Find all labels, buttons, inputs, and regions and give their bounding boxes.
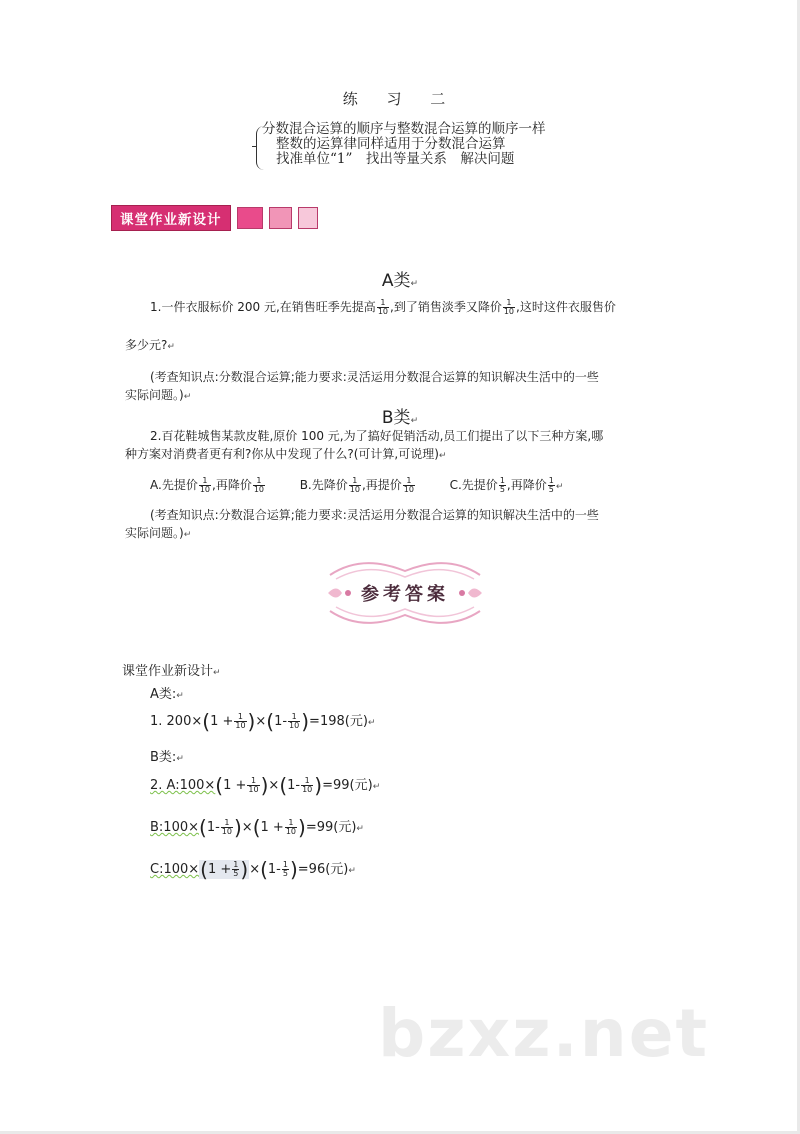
- banner-square-icon: [237, 207, 263, 229]
- fraction: $\frac{1}{10}$: [235, 712, 246, 730]
- note-a-line-2: 实际问题。)↵: [125, 388, 192, 402]
- paragraph-mark-icon: ↵: [213, 668, 221, 678]
- question-1-text: ,这时这件衣服售价: [516, 300, 616, 314]
- paragraph-mark-icon: ↵: [410, 279, 419, 289]
- paragraph-mark-icon: ↵: [176, 691, 184, 701]
- fraction: $\frac{1}{5}$: [548, 476, 554, 494]
- answer-row-4: C:100×(1 + $\frac{1}{5}$ )×(1- $\frac{1}{5}$ )=96(元)↵: [150, 857, 356, 882]
- summary-line-2: 整数的运算律同样适用于分数混合运算: [276, 136, 506, 152]
- category-a-heading: [0, 266, 800, 291]
- fraction: $\frac{1}{10}$: [253, 476, 265, 494]
- brace-icon: [256, 126, 265, 170]
- note-b-line-1: (考查知识点:分数混合运算;能力要求:灵活运用分数混合运算的知识解决生活中的一些: [150, 508, 599, 522]
- note-a-line-1: (考查知识点:分数混合运算;能力要求:灵活运用分数混合运算的知识解决生活中的一些: [150, 370, 599, 384]
- option-c: C.先提价 $\frac{1}{5}$ ,再降价 $\frac{1}{5}$: [449, 476, 554, 494]
- summary-line-3: 找准单位“1” 找出等量关系 解决问题: [276, 151, 515, 167]
- paragraph-mark-icon: ↵: [372, 782, 381, 792]
- question-2-line-1: 2.百花鞋城售某款皮鞋,原价 100 元,为了搞好促销活动,员工们提出了以下三种方案,哪: [150, 429, 604, 443]
- paragraph-mark-icon: ↵: [367, 718, 376, 728]
- question-1-text: 1.一件衣服标价 200 元,在销售旺季先提高: [150, 300, 376, 314]
- answer-row-3: B:100×(1- $\frac{1}{10}$ )×(1 + $\frac{1}{10}$ )=99(元)↵: [150, 815, 364, 840]
- paragraph-mark-icon: ↵: [410, 416, 419, 426]
- category-a-text: A类: [381, 271, 411, 291]
- summary-line-1: 分数混合运算的顺序与整数混合运算的顺序一样: [262, 121, 546, 137]
- paragraph-mark-icon: ↵: [183, 392, 192, 402]
- paragraph-mark-icon: ↵: [183, 530, 192, 540]
- fraction: $\frac{1}{10}$: [285, 818, 296, 836]
- paragraph-mark-icon: ↵: [356, 824, 364, 834]
- fraction: $\frac{1}{10}$: [377, 298, 388, 316]
- answers-a-label: A类:↵: [150, 687, 184, 702]
- answer-row-1: 1. 200×(1 + $\frac{1}{10}$ )×(1- $\frac{1}{10}$ )=198(元)↵: [150, 709, 376, 734]
- watermark: bzxz.net: [378, 995, 710, 1072]
- fraction: $\frac{1}{5}$: [499, 476, 505, 494]
- answer-emblem: [320, 553, 490, 633]
- paragraph-mark-icon: ↵: [167, 342, 175, 352]
- fraction: $\frac{1}{10}$: [403, 476, 414, 494]
- paragraph-mark-icon: ↵: [348, 866, 356, 876]
- fraction: $\frac{1}{5}$: [282, 860, 288, 878]
- answers-header: 课堂作业新设计↵: [122, 664, 221, 679]
- fraction: $\frac{1}{10}$: [248, 776, 259, 794]
- option-a: A.先提价 $\frac{1}{10}$ ,再降价 $\frac{1}{10}$: [150, 476, 265, 494]
- question-1: [150, 296, 650, 318]
- question-1-text: ,到了销售淡季又降价: [390, 300, 502, 314]
- category-b-text: B类: [381, 408, 411, 428]
- banner-square-icon: [298, 207, 318, 229]
- note-b-line-2: 实际问题。)↵: [125, 526, 192, 540]
- fraction: $\frac{1}{5}$: [233, 860, 239, 878]
- banner-square-icon: [269, 207, 292, 229]
- fraction: $\frac{1}{10}$: [302, 776, 313, 794]
- paragraph-mark-icon: ↵: [555, 482, 564, 492]
- summary-block: [256, 122, 576, 167]
- question-1-line-2: 多少元?↵: [125, 338, 175, 352]
- paragraph-mark-icon: ↵: [438, 451, 447, 461]
- option-b: B.先降价 $\frac{1}{10}$ ,再提价 $\frac{1}{10}$: [299, 476, 414, 494]
- highlight-selection: (1 + $\frac{1}{5}$ ): [200, 857, 249, 882]
- banner-label: 课堂作业新设计: [111, 205, 231, 231]
- fraction: $\frac{1}{10}$: [199, 476, 211, 494]
- fraction: $\frac{1}{10}$: [503, 298, 515, 316]
- answer-row-2: 2. A:100×(1 + $\frac{1}{10}$ )×(1- $\frac{1}{10}$ )=99(元)↵: [150, 773, 381, 798]
- fraction: $\frac{1}{10}$: [221, 818, 232, 836]
- fraction: $\frac{1}{10}$: [349, 476, 360, 494]
- section-banner: [111, 206, 318, 229]
- page-title: 练 习 二: [342, 90, 458, 108]
- answers-b-label: B类:↵: [150, 750, 184, 765]
- fraction: $\frac{1}{10}$: [289, 712, 300, 730]
- paragraph-mark-icon: ↵: [176, 754, 184, 764]
- option-list: [150, 474, 563, 498]
- question-2-line-2: 种方案对消费者更有利?你从中发现了什么?(可计算,可说理)↵: [125, 447, 447, 461]
- emblem-title: 参考答案: [361, 584, 449, 605]
